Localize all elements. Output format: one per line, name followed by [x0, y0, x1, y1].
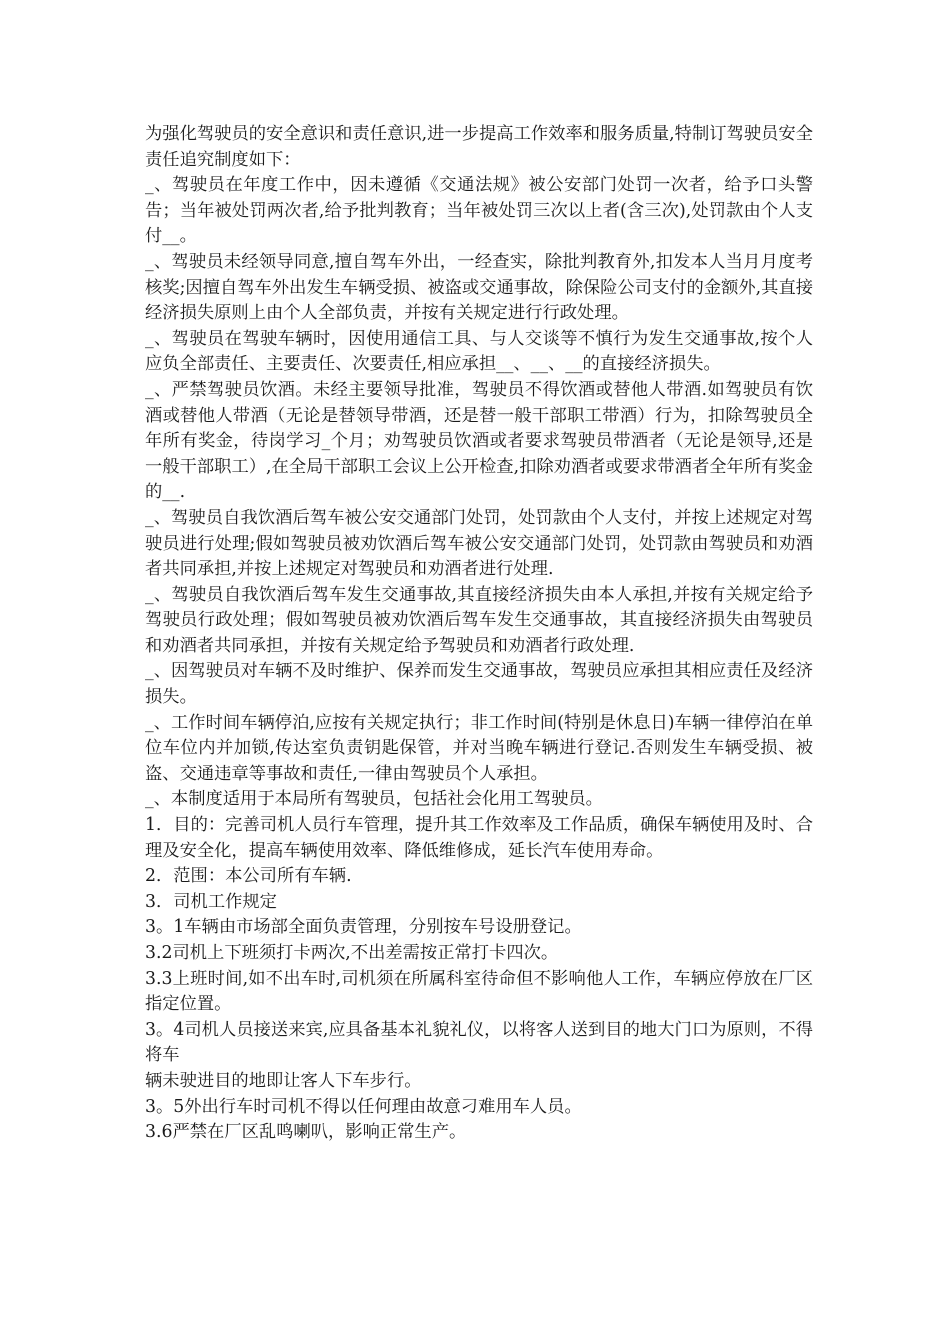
rule-unauthorized-driving: _、驾驶员未经领导同意,擅自驾车外出，一经查实，除批判教育外,扣发本人当月月度考核奖;因擅自驾车外出发生车辆受损、被盗或交通事故，除保险公司支付的金额外,其直接经济损失原则上由个人全部负责，并按有关规定进行行政处理。 — [145, 251, 814, 324]
rule-drunk-driving-accident: _、驾驶员自我饮酒后驾车发生交通事故,其直接经济损失由本人承担,并按有关规定给予驾驶员行政处理；假如驾驶员被劝饮酒后驾车发生交通事故，其直接经济损失由驾驶员和劝酒者共同承担，并按有关规定给予驾驶员和劝酒者行政处理. — [145, 584, 813, 656]
section-purpose: 1．目的：完善司机人员行车管理，提升其工作效率及工作品质，确保车辆使用及时、合理及安全化，提高车辆使用效率、降低维修成，延长汽车使用寿命。 — [145, 815, 813, 861]
clause-3-4: 3。4司机人员接送来宾,应具备基本礼貌礼仪，以将客人送到目的地大门口为原则，不得将车 — [145, 1019, 813, 1066]
document-body — [145, 122, 813, 1146]
rule-distracted-driving: _、驾驶员在驾驶车辆时，因使用通信工具、与人交谈等不慎行为发生交通事故,按个人应负全部责任、主要责任、次要责任,相应承担__、__、__的直接经济损失。 — [145, 328, 813, 375]
clause-3-1: 3。1车辆由市场部全面负责管理，分别按车号设册登记。 — [145, 917, 582, 938]
intro-paragraph: 为强化驾驶员的安全意识和责任意识,进一步提高工作效率和服务质量,特制订驾驶员安全责任追究制度如下： — [145, 124, 813, 170]
section-driver-rules-heading: 3．司机工作规定 — [145, 891, 277, 912]
rule-traffic-violation: _、驾驶员在年度工作中，因未遵循《交通法规》被公安部门处罚一次者，给予口头警告；当年被处罚两次者,给予批判教育；当年被处罚三次以上者(含三次),处罚款由个人支付__。 — [145, 175, 813, 247]
rule-drunk-driving-penalty: _、驾驶员自我饮酒后驾车被公安交通部门处罚，处罚款由个人支付，并按上述规定对驾驶员进行处理;假如驾驶员被劝饮酒后驾车被公安交通部门处罚，处罚款由驾驶员和劝酒者共同承担,并按上述规定对驾驶员和劝酒者进行处理. — [145, 507, 813, 580]
section-range: 2．范围：本公司所有车辆. — [145, 866, 352, 887]
clause-3-6: 3.6严禁在厂区乱鸣喇叭，影响正常生产。 — [145, 1122, 467, 1143]
clause-3-5: 3。5外出行车时司机不得以任何理由故意刁难用车人员。 — [145, 1096, 582, 1117]
rule-scope: _、本制度适用于本局所有驾驶员，包括社会化用工驾驶员。 — [145, 789, 603, 810]
clause-3-3: 3.3上班时间,如不出车时,司机须在所属科室待命但不影响他人工作，车辆应停放在厂区指定位置。 — [145, 968, 813, 1015]
rule-parking: _、工作时间车辆停泊,应按有关规定执行；非工作时间(特别是休息日)车辆一律停泊在单位车位内并加锁,传达室负责钥匙保管，并对当晚车辆进行登记.否则发生车辆受损、被盗、交通违章等事故和责任,一律由驾驶员个人承担。 — [145, 712, 813, 784]
rule-maintenance: _、因驾驶员对车辆不及时维护、保养而发生交通事故，驾驶员应承担其相应责任及经济损失。 — [145, 661, 813, 708]
clause-3-2: 3.2司机上下班须打卡两次,不出差需按正常打卡四次。 — [145, 943, 559, 963]
clause-3-4-continued: 辆未驶进目的地即让客人下车步行。 — [145, 1070, 422, 1091]
rule-no-drinking: _、严禁驾驶员饮酒。未经主要领导批准，驾驶员不得饮酒或替他人带酒.如驾驶员有饮酒或替他人带酒（无论是替领导带酒，还是替一般干部职工带酒）行为，扣除驾驶员全年所有奖金，待岗学习_个月；劝驾驶员饮酒或者要求驾驶员带酒者（无论是领导,还是一般干部职工）,在全局干部职工会议上公开检查,扣除劝酒者或要求带酒者全年所有奖金的__. — [145, 379, 813, 503]
